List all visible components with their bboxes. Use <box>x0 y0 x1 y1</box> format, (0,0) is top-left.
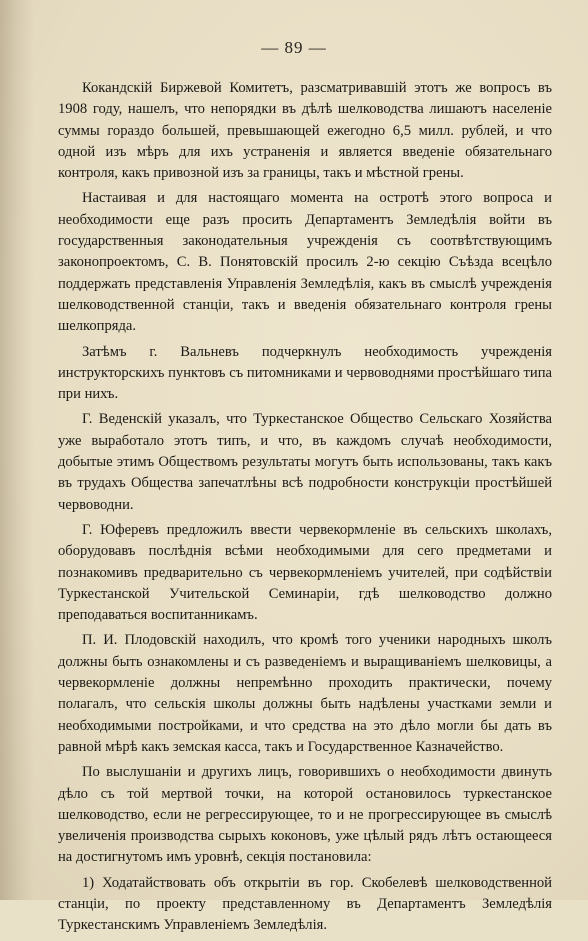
paragraph-ponyatovsky: Настаивая и для настоящаго момента на остротѣ этого вопроса и необходимости еще разъ просить Департаментъ Земледѣлія войти въ государственныя законодательныя учрежденія съ соотвѣтствующимъ законопроектомъ, С. В. Понятовскій просилъ 2-ю секцію Съѣзда всецѣло поддержать представленія Управленія Земледѣлія, какъ въ смыслѣ учрежденія шелководственной станціи, такъ и введенія обязательнаго контроля грены шелкопряда. <box>58 190 552 335</box>
paragraph-vedensky: Г. Веденскій указалъ, что Туркестанское Общество Сельскаго Хозяйства уже выработало этотъ типъ, и что, въ каждомъ случаѣ необходимости, добытые этимъ Обществомъ результаты могутъ быть использованы, такъ какъ въ трудахъ Общества запечатлѣны всѣ подробности конструкціи простѣйшей червоводни. <box>58 411 552 513</box>
paragraph-resolution-item-1: 1) Ходатайствовать объ открытіи въ гор. Скобелевѣ шелководственной станціи, по проекту представленному въ Департаментъ Земледѣлія Туркестанскимъ Управленіемъ Земледѣлія. <box>58 874 552 934</box>
paragraph-resolution-intro: По выслушаніи и другихъ лицъ, говорившихъ о необходимости двинуть дѣло съ той мертвой точки, на которой остановилось туркестанское шелководство, если не регрессирующее, то и не прогрессирующее въ смыслѣ увеличенія производства сырыхъ коконовъ, уже цѣлый рядъ лѣтъ остающееся на достигнутомъ имъ уровнѣ, секція постановила: <box>58 764 552 866</box>
page-number: — 89 — <box>261 38 327 57</box>
paragraph-kokand-committee: Кокандскій Биржевой Комитетъ, разсматривавшій этотъ же вопросъ въ 1908 году, нашелъ, что непорядки въ дѣлѣ шелководства лишаютъ населеніе суммы гораздо большей, превышающей ежегодно 6,5 милл. рублей, и что одной изъ мѣръ для ихъ устраненія и является введеніе обязательнаго контроля, какъ привозной изъ за границы, такъ и мѣстной грены. <box>58 80 552 182</box>
paragraph-valnev: Затѣмъ г. Вальневъ подчеркнулъ необходимость учрежденія инструкторскихъ пунктовъ съ питомниками и червоводнями простѣйшаго типа при нихъ. <box>58 343 552 403</box>
paragraph-yuferev: Г. Юферевъ предложилъ ввести червекормленіе въ сельскихъ школахъ, оборудовавъ послѣднія всѣми необходимыми для сего предметами и познакомивъ предварительно съ червекормленіемъ учителей, при содѣйствіи Туркестанской Учительской Семинаріи, гдѣ шелководство должно преподаваться воспитанникамъ. <box>58 521 552 624</box>
paragraph-plodovsky: П. И. Плодовскій находилъ, что кромѣ того ученики народныхъ школъ должны быть ознакомлены и съ разведеніемъ и выращиваніемъ шелковицы, а червекормленіе должны непремѣнно проходить практически, почему полагалъ, что сельскія школы должны быть надѣлены участками земли и необходимыми постройками, и что средства на это дѣло могли бы дать въ равной мѣрѣ какъ земская касса, такъ и Государственное Казначейство. <box>58 632 552 755</box>
page-body <box>58 78 552 941</box>
